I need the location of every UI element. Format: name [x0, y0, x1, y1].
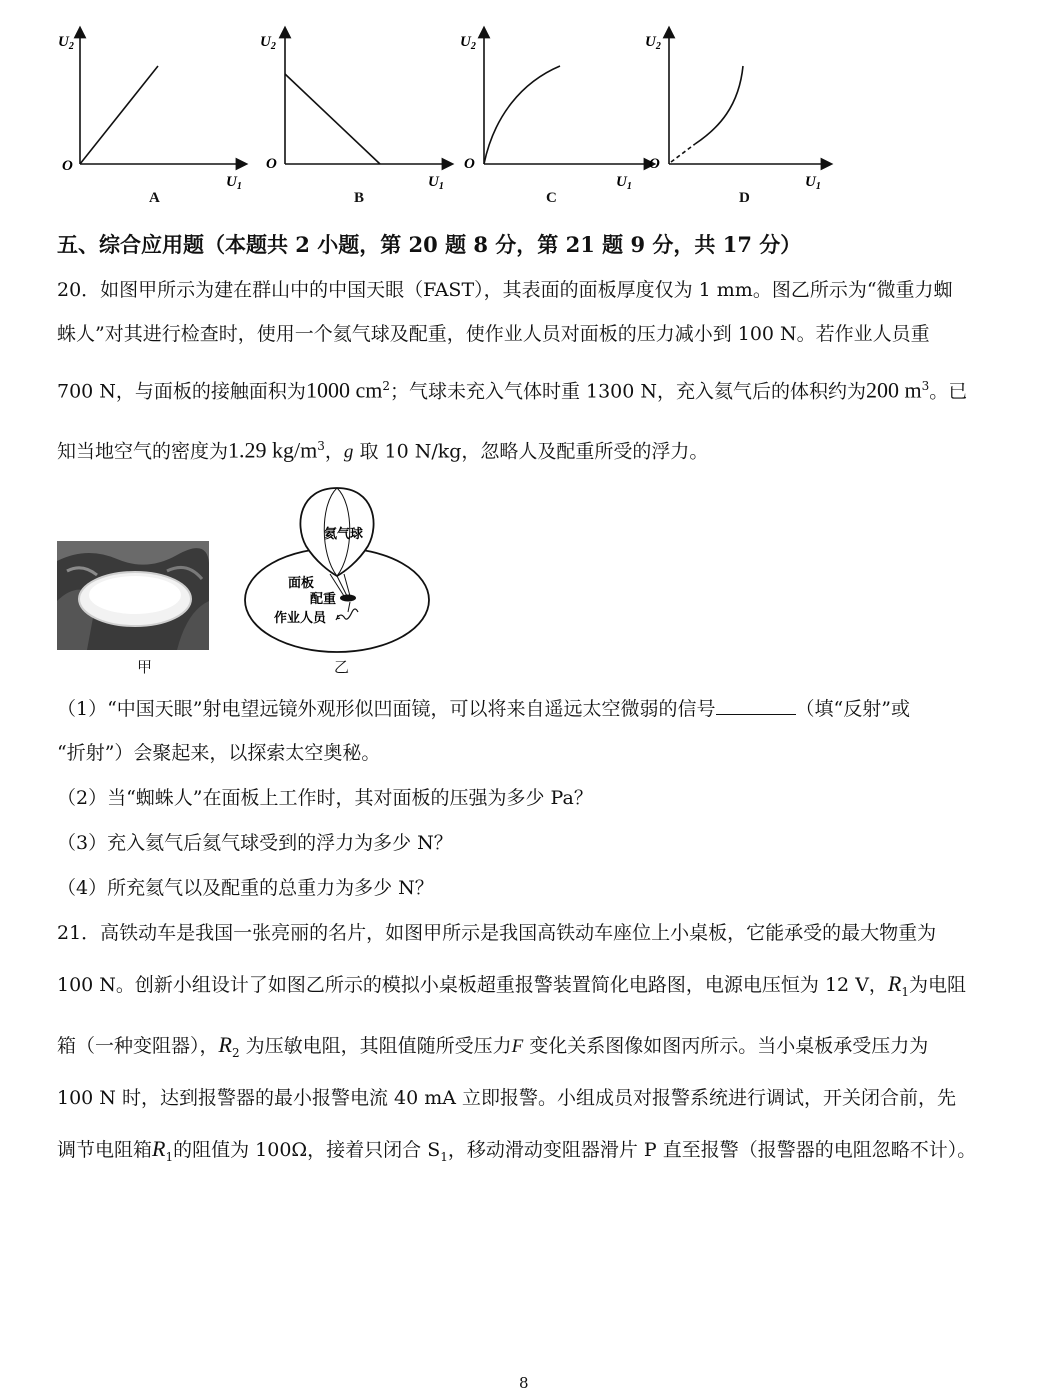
graph-b-label: B: [354, 190, 365, 206]
page-number: 8: [519, 1374, 529, 1392]
graph-a: [50, 28, 250, 208]
svg-text:U2: $U_2$: [645, 34, 661, 52]
q20-sub-4: （4）所充氦气以及配重的总重力为多少 N？: [57, 877, 434, 899]
svg-text:作业人员: 作业人员: [274, 611, 327, 626]
svg-text:O: O: [649, 156, 660, 172]
svg-text:O: O: [266, 156, 277, 172]
curve: [285, 74, 380, 164]
graph-c: [460, 28, 660, 208]
svg-text:U1: $U_1$: [226, 174, 242, 192]
svg-text:U1: $U_1$: [616, 174, 632, 192]
figure-jia-label: 甲: [137, 658, 153, 676]
graph-a-label: A: [149, 190, 160, 206]
svg-text:U2: $U_2$: [460, 34, 476, 52]
q21-line-1: 21．高铁动车是我国一张亮丽的名片，如图甲所示是我国高铁动车座位上小桌板，它能承受的最大物重为: [57, 922, 937, 944]
graph-d-label: D: [739, 190, 750, 206]
helium-balloon-diagram: [240, 484, 435, 656]
q20-sub-1: （1）“中国天眼”射电望远镜外观形似凹面镜，可以将来自遥远太空微弱的信号 （填“反射”或: [57, 698, 910, 720]
svg-text:U2: $U_2$: [58, 34, 74, 52]
figure-yi-label: 乙: [334, 658, 350, 676]
q20-sub-3: （3）充入氦气后氦气球受到的浮力为多少 N？: [57, 832, 453, 854]
svg-text:U1: $U_1$: [428, 174, 444, 192]
curve: [695, 66, 743, 144]
curve-dashed: [671, 144, 695, 162]
svg-text:O: O: [62, 158, 73, 174]
q21-line-2: 100 N。创新小组设计了如图乙所示的模拟小桌板超重报警装置简化电路图，电源电压恒为 12 V，$R_1$为电阻: [57, 971, 967, 999]
q21-line-5: 调节电阻箱$R_1$的阻值为 100Ω，接着只闭合 $S_1$，移动滑动变阻器滑片 P 直至报警（报警器的电阻忽略不计）。: [57, 1136, 977, 1164]
svg-text:O: O: [464, 156, 475, 172]
graph-d: [645, 28, 845, 208]
curve: [484, 66, 560, 164]
q20-line-4: 知当地空气的密度为1.29 $kg/m^3$，g 取 10 N/kg，忽略人及配重所受的浮力。: [57, 437, 709, 463]
svg-text:U1: $U_1$: [805, 174, 821, 192]
q20-sub-1-cont: “折射”）会聚起来，以探索太空奥秘。: [57, 742, 381, 764]
q21-line-4: 100 N 时，达到报警器的最小报警电流 40 mA 立即报警。小组成员对报警系统进行调试，开关闭合前，先: [57, 1087, 957, 1109]
q20-line-2: 蛛人”对其进行检查时，使用一个氦气球及配重，使作业人员对面板的压力减小到 100 N。若作业人员重: [57, 323, 930, 345]
curve: [80, 66, 158, 164]
svg-text:氦气球: 氦气球: [324, 527, 364, 542]
fast-telescope-photo: [57, 541, 209, 650]
answer-blank: [716, 696, 796, 715]
svg-text:配重: 配重: [310, 592, 337, 607]
q20-line-3: 700 N，与面板的接触面积为1000 $cm^2$；气球未充入气体时重 1300 N，充入氦气后的体积约为200 $m^3$。已: [57, 377, 968, 403]
graph-c-label: C: [546, 190, 557, 206]
section-title: 五、综合应用题（本题共 2 小题，第 20 题 8 分，第 21 题 9 分，共 17 分）: [57, 232, 802, 257]
graph-b: [258, 28, 458, 208]
q20-sub-2: （2）当“蜘蛛人”在面板上工作时，其对面板的压强为多少 Pa？: [57, 787, 593, 809]
q20-line-1: 20．如图甲所示为建在群山中的中国天眼（FAST），其表面的面板厚度仅为 1 mm。图乙所示为“微重力蜘: [57, 279, 953, 301]
svg-text:面板: 面板: [288, 576, 315, 591]
svg-text:U2: $U_2$: [260, 34, 276, 52]
q21-line-3: 箱（一种变阻器），$R_2$ 为压敏电阻，其阻值随所受压力F 变化关系图像如图丙所示。当小桌板承受压力为: [57, 1032, 929, 1060]
